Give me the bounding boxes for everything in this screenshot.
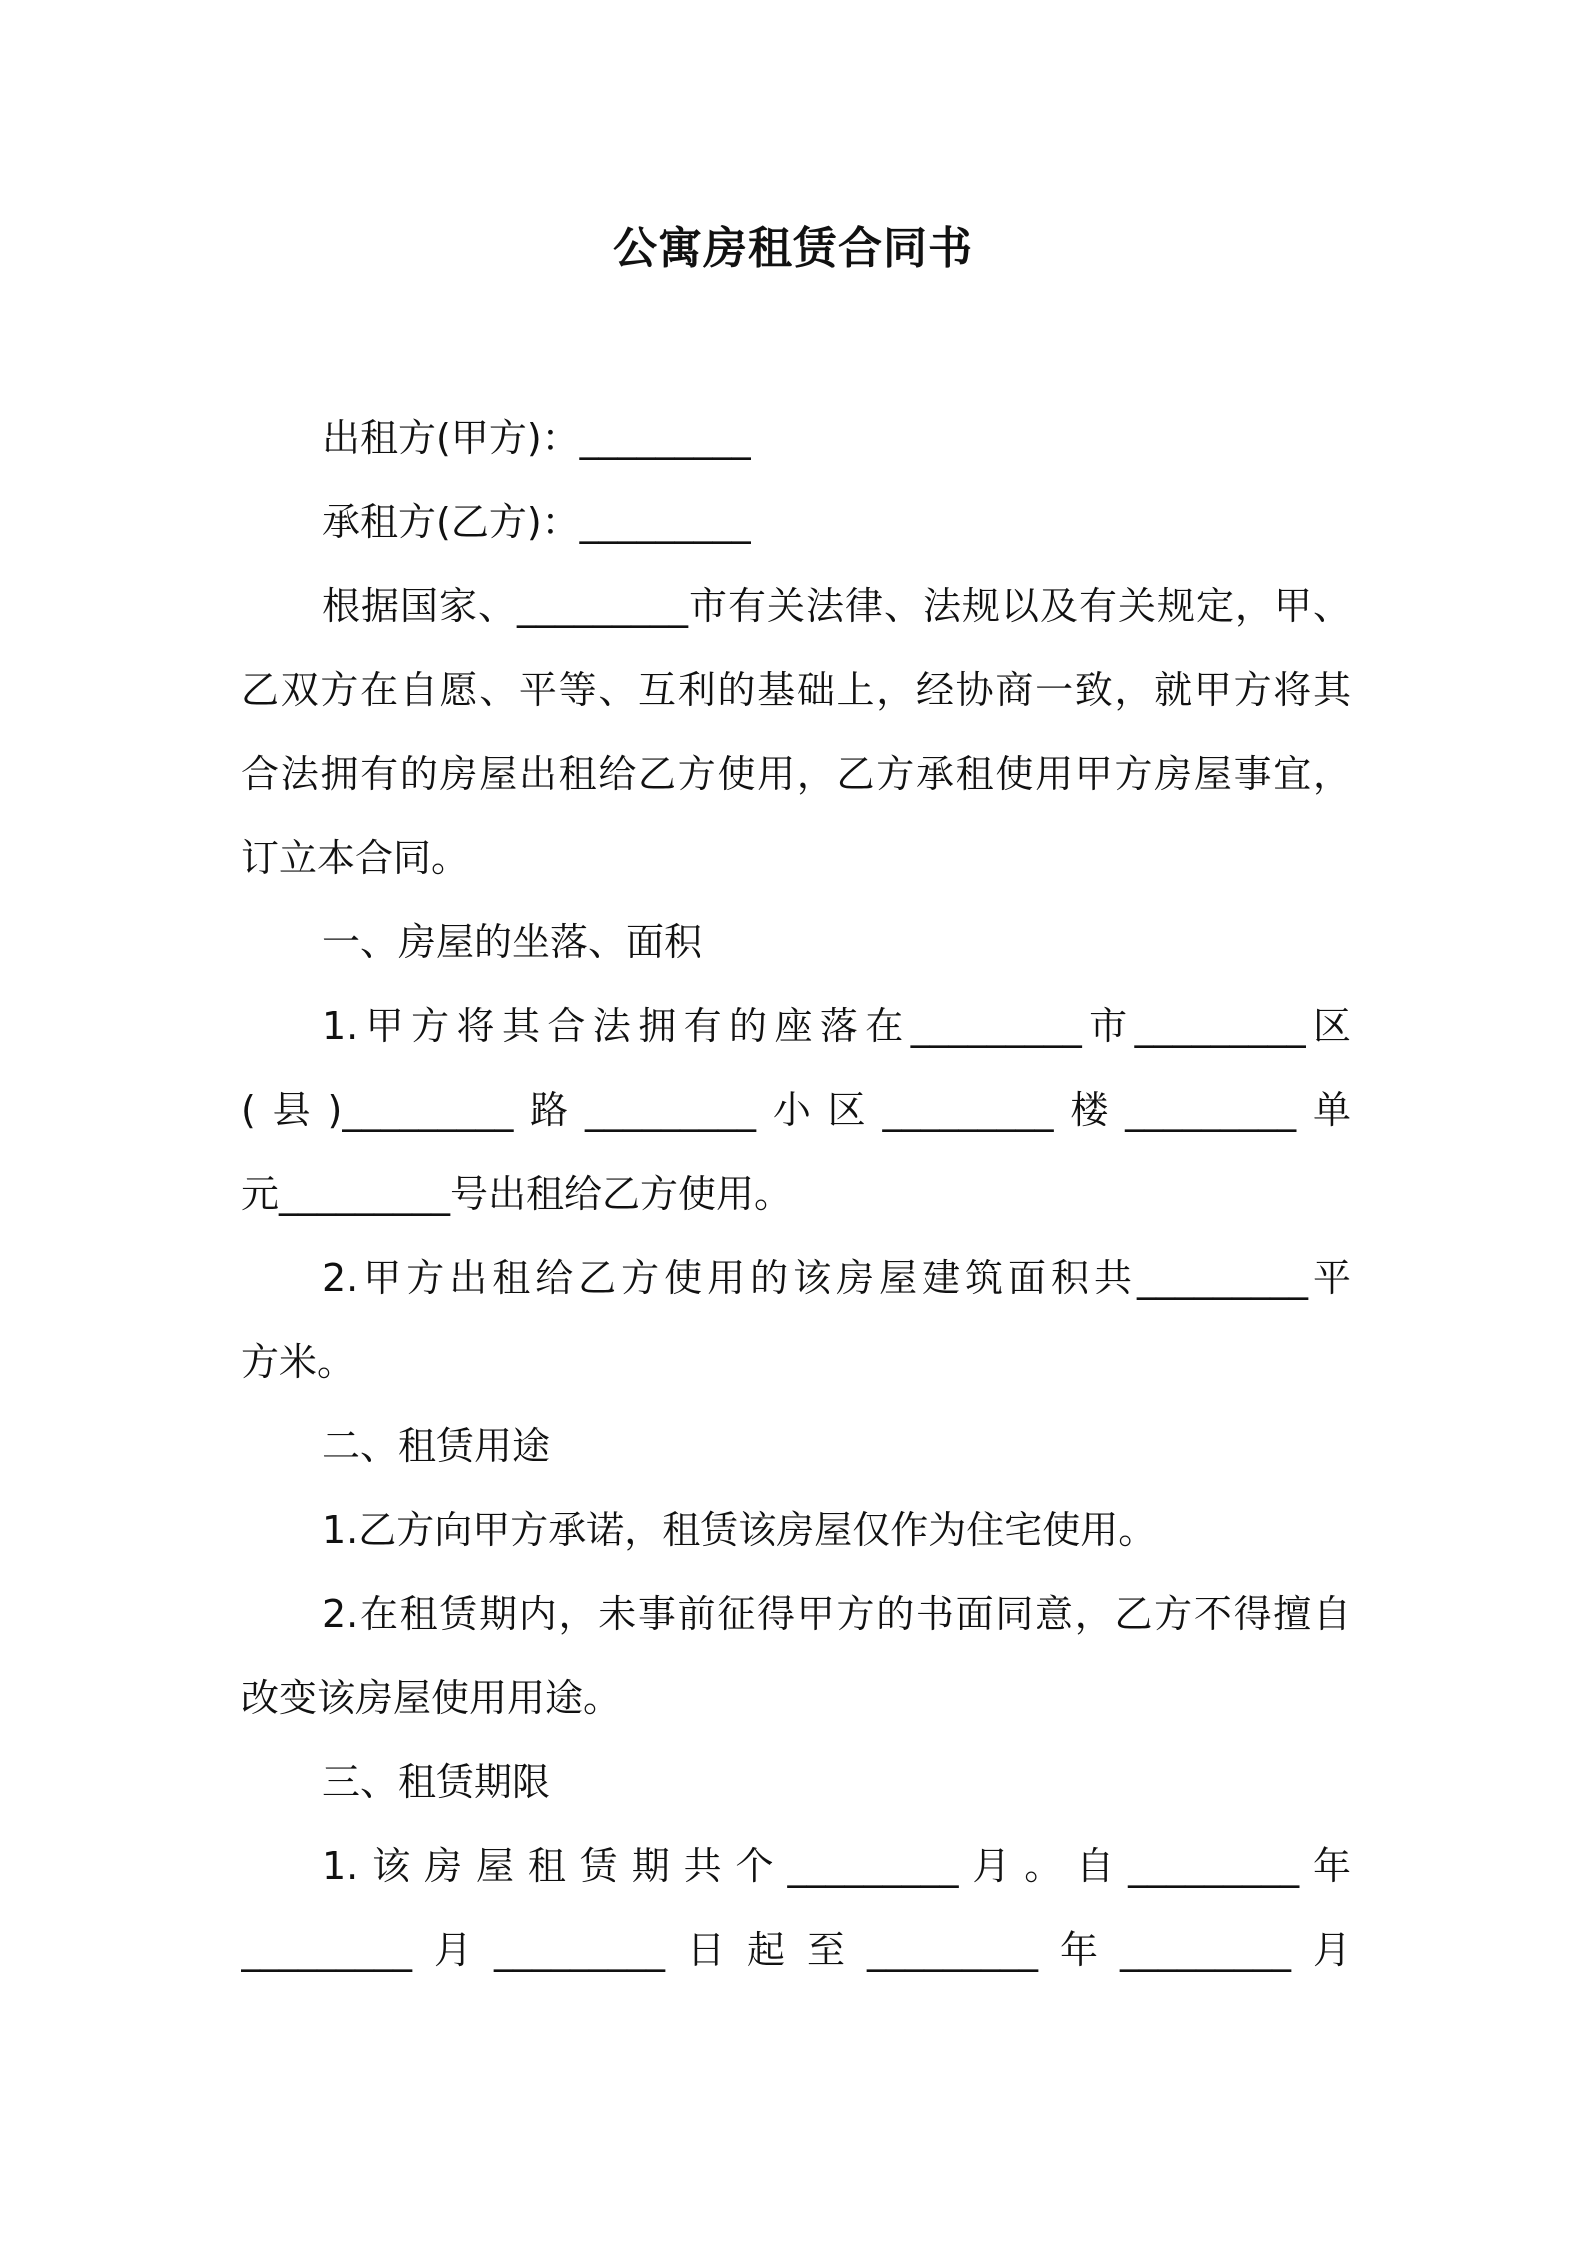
paragraph-line: (县)_________路_________小区_________楼_________单 [241, 1088, 1351, 1132]
section-heading: 二、租赁用途 [322, 1424, 551, 1468]
section-heading: 三、租赁期限 [322, 1760, 551, 1804]
paragraph-line: 订立本合同。 [241, 836, 470, 880]
paragraph-line: _________月_________日起至_________年_________月 [241, 1928, 1351, 1972]
paragraph-line: 1.该房屋租赁期共个_________月。自_________年 [322, 1844, 1351, 1888]
section-heading: 一、房屋的坐落、面积 [322, 920, 703, 964]
paragraph-line: 改变该房屋使用用途。 [241, 1676, 622, 1720]
paragraph-line: 乙双方在自愿、平等、互利的基础上，经协商一致，就甲方将其 [241, 668, 1351, 712]
paragraph-line: 合法拥有的房屋出租给乙方使用，乙方承租使用甲方房屋事宜， [241, 752, 1351, 796]
paragraph-line: 根据国家、_________市有关法律、法规以及有关规定，甲、 [322, 584, 1351, 628]
document-title: 公寓房租赁合同书 [613, 223, 973, 274]
paragraph-line: 1.甲方将其合法拥有的座落在_________市_________区 [322, 1004, 1351, 1048]
paragraph-line: 1.乙方向甲方承诺，租赁该房屋仅作为住宅使用。 [322, 1508, 1157, 1552]
paragraph-line: 2.在租赁期内，未事前征得甲方的书面同意，乙方不得擅自 [322, 1592, 1351, 1636]
paragraph-line: 元_________号出租给乙方使用。 [241, 1172, 793, 1216]
paragraph-line: 2.甲方出租给乙方使用的该房屋建筑面积共_________平 [322, 1256, 1351, 1300]
lessee-line: 承租方(乙方)：_________ [322, 500, 751, 544]
paragraph-line: 方米。 [241, 1340, 356, 1384]
lessor-line: 出租方(甲方)：_________ [322, 416, 751, 460]
